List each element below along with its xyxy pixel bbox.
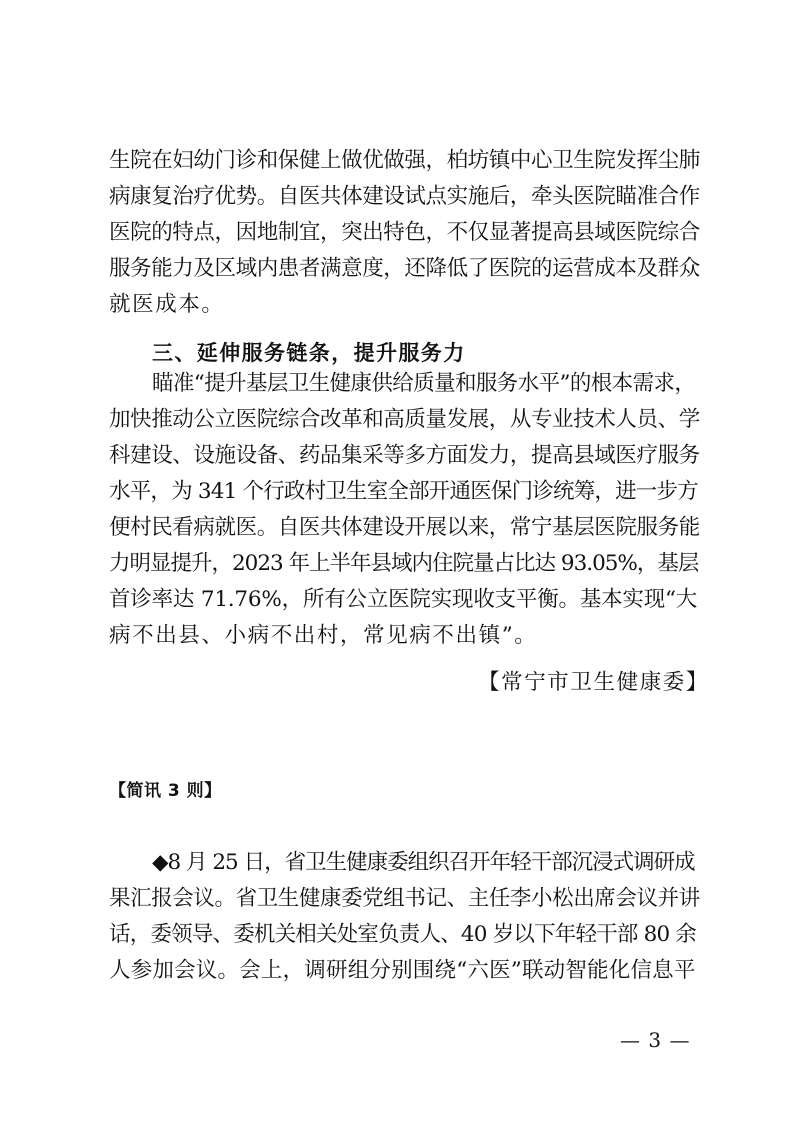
paragraph-2-line: 加快推动公立医院综合改革和高质量发展，从专业技术人员、学 <box>109 407 700 432</box>
paragraph-2-line: 力明显提升，2023 年上半年县域内住院量占比达 93.05%，基层 <box>109 551 699 576</box>
brief-line: 话，委领导、委机关相关处室负责人、40 岁以下年轻干部 80 余 <box>109 922 697 947</box>
paragraph-2-line: 水平，为 341 个行政村卫生室全部开通医保门诊统筹，进一步方 <box>109 479 698 504</box>
source-attribution: 【常宁市卫生健康委】 <box>478 670 710 695</box>
paragraph-1-line: 病康复治疗优势。自医共体建设试点实施后，牵头医院瞄准合作 <box>109 184 700 209</box>
paragraph-1-line: 医院的特点，因地制宜，突出特色，不仅显著提高县域医院综合 <box>109 220 700 245</box>
brief-line: 人参加会议。会上，调研组分别围绕“六医”联动智能化信息平 <box>109 958 696 983</box>
paragraph-2-line: 便村民看病就医。自医共体建设开展以来，常宁基层医院服务能 <box>109 515 700 540</box>
paragraph-1-line: 服务能力及区域内患者满意度，还降低了医院的运营成本及群众 <box>109 256 700 281</box>
section-heading: 三、延伸服务链条，提升服务力 <box>152 341 466 365</box>
brief-line: 果汇报会议。省卫生健康委党组书记、主任李小松出席会议并讲 <box>109 886 700 911</box>
paragraph-1-line: 生院在妇幼门诊和保健上做优做强，柏坊镇中心卫生院发挥尘肺 <box>109 148 700 173</box>
paragraph-2-line: 病不出县、小病不出村，常见病不出镇”。 <box>109 623 538 648</box>
page-number: — 3 — <box>620 1028 691 1052</box>
paragraph-2-line: 科建设、设施设备、药品集采等多方面发力，提高县域医疗服务 <box>109 443 700 468</box>
brief-news-title: 【简讯 3 则】 <box>109 781 222 801</box>
paragraph-2-line: 首诊率达 71.76%，所有公立医院实现收支平衡。基本实现“大 <box>109 587 698 612</box>
paragraph-2-line: 瞄准“提升基层卫生健康供给质量和服务水平”的根本需求， <box>152 371 696 396</box>
paragraph-1-line: 就医成本。 <box>109 292 225 317</box>
brief-line: ◆8 月 25 日，省卫生健康委组织召开年轻干部沉浸式调研成 <box>152 850 695 875</box>
